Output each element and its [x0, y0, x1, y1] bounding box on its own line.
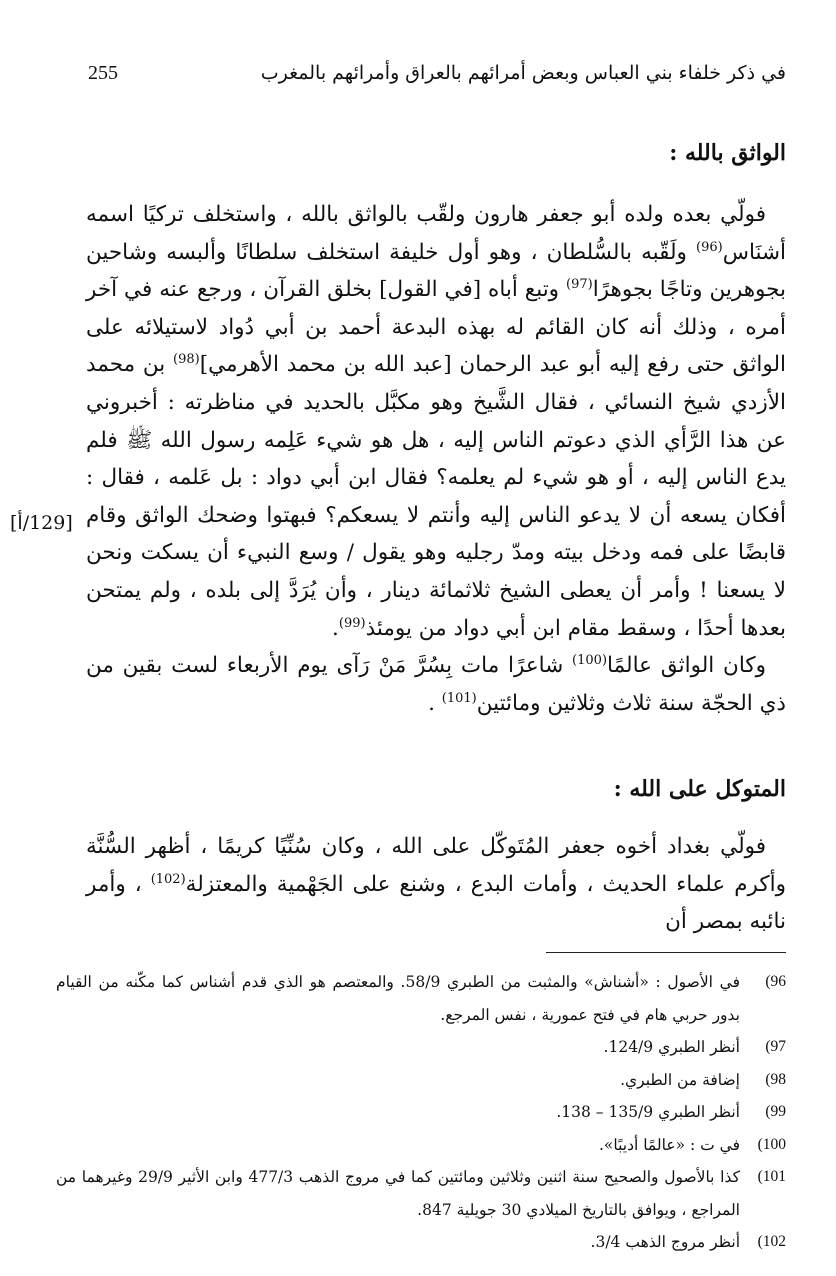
footnote-text: أنظر الطبري 124/9.: [603, 1038, 740, 1056]
footnote-text: أنظر مروج الذهب 3/4.: [590, 1233, 740, 1251]
text-run: ولَقّبه بالسُّلطان ، وهو أول خليفة استخلف سلطانًا وألبسه وشاحين بجوهرين وتاجًا بجوهرًا: [86, 239, 786, 303]
text-run: شاعرًا مات بِسُرَّ مَنْ رَآى يوم الأربعاء لست بقين من ذي الحجّة سنة ثلاث وثلاثين ومائتين: [86, 653, 786, 716]
manuscript-folio-marker: [129/أ]: [10, 512, 73, 534]
footnote-ref-96[interactable]: (96): [696, 239, 723, 255]
section-heading-wathiq: الواثق بالله :: [669, 140, 786, 166]
footnote-ref-98[interactable]: (98): [173, 352, 200, 368]
footnote: [56, 1031, 786, 1064]
footnote-number: (96: [765, 973, 786, 990]
footnote: [56, 1064, 786, 1097]
footnote: [56, 966, 786, 1031]
running-header: [88, 62, 786, 92]
section-heading-mutawakkil: المتوكل على الله :: [613, 776, 786, 802]
footnote-ref-101[interactable]: (101): [441, 690, 477, 706]
page-number: 255: [88, 62, 118, 84]
section-body-wathiq: [86, 196, 786, 722]
text-run: ، وأمر نائبه بمصر أن: [86, 871, 786, 935]
paragraph: [86, 647, 786, 722]
footnote-number: (102: [757, 1233, 786, 1250]
footnote-text: في ت : «عالمًا أديبًا».: [598, 1135, 740, 1154]
text-run: فولّي بغداد أخوه جعفر المُتَوكّل على الله ، وكان سُنِّيًا كريمًا ، أظهر السُّنَّة وأكرم علماء الحديث ، وأمات البدع ، وشنع على الجَهْمية والمعتزلة: [86, 834, 787, 897]
text-run: وكان الواثق عالمًا: [607, 653, 767, 679]
footnote-text: في الأصول : «أشناش» والمثبت من الطبري 58/9. والمعتصم هو الذي قدم أشناس كما مكّنه من القيام بدور حربي هام في فتح عمورية ، نفس المرجع.: [56, 973, 740, 1024]
text-run: وتبع أباه [في القول] بخلق القرآن ، ورجع عنه في آخر أمره ، وذلك أنه كان القائم له بهذه البدعة أحمد بن أبي دُواد لاستيلائه على الواثق حتى رفع إليه أبو عبد الرحمان [عبد الله بن محمد الأهرمي]: [86, 277, 786, 378]
footnote: [56, 1226, 786, 1259]
text-run: .: [428, 690, 442, 716]
footnote: [56, 1096, 786, 1129]
footnote-number: (101: [757, 1168, 786, 1185]
footnote-text: إضافة من الطبري.: [620, 1070, 740, 1089]
footnote-number: (99: [765, 1103, 786, 1120]
footnote-ref-102[interactable]: (102): [150, 871, 186, 887]
footnote: [56, 1129, 786, 1162]
footnote-text: كذا بالأصول والصحيح سنة اثنين وثلاثين ومائتين كما في مروج الذهب 477/3 وابن الأثير 29/9 وغيرهما من المراجع ، ويوافق بالتاريخ الميلادي 30 جويلية 847.: [56, 1168, 740, 1219]
text-run: بن محمد الأزدي شيخ النسائي ، فقال الشَّيخ وهو مكبَّل بالحديد في مناظرته : أخبروني عن هذا الرَّأي الذي دعوتم الناس إليه ، هل هو شيء عَلِمه رسول الله ﷺ فلم يدع الناس إليه ، أو هو شيء لم يعلمه؟ فقال ابن أبي دواد : بل عَلمه ، فقال : أفكان يسعه أن لا يدعو الناس إليه وأنتم لا يسعكم؟ فبهتوا وضحك الواثق وقام قابضًا على فمه ودخل بيته ومدّ رجليه وهو يقول / وسع النبيء أن يسكت ونحن لا يسعنا ! وأمر أن يعطى الشيخ ثلاثمائة دينار ، وأن يُرَدَّ إلى بلده ، ولم يمتحن بعدها أحدًا ، وسقط مقام ابن أبي دواد من يومئذ: [86, 352, 786, 641]
footnote-number: (98: [765, 1070, 786, 1088]
text-run: فولّي بعده ولده أبو جعفر هارون ولقّب بالواثق بالله ، واستخلف تركيًا اسمه أشنَاس: [86, 202, 786, 265]
text-run: .: [332, 615, 339, 641]
footnote: [56, 1161, 786, 1226]
paragraph: [86, 828, 786, 941]
footnotes: [56, 966, 786, 1259]
footnote-text: أنظر الطبري 135/9 – 138.: [556, 1103, 740, 1121]
paragraph: [86, 196, 786, 647]
footnote-separator: [546, 952, 786, 953]
footnote-number: (97: [765, 1038, 786, 1055]
footnote-ref-100[interactable]: (100): [572, 652, 608, 668]
footnote-number: (100: [757, 1135, 786, 1153]
footnote-ref-97[interactable]: (97): [566, 277, 593, 293]
section-body-mutawakkil: [86, 828, 786, 941]
footnote-ref-99[interactable]: (99): [338, 615, 366, 631]
running-title: في ذكر خلفاء بني العباس وبعض أمرائهم بالعراق وأمرائهم بالمغرب: [260, 62, 786, 84]
